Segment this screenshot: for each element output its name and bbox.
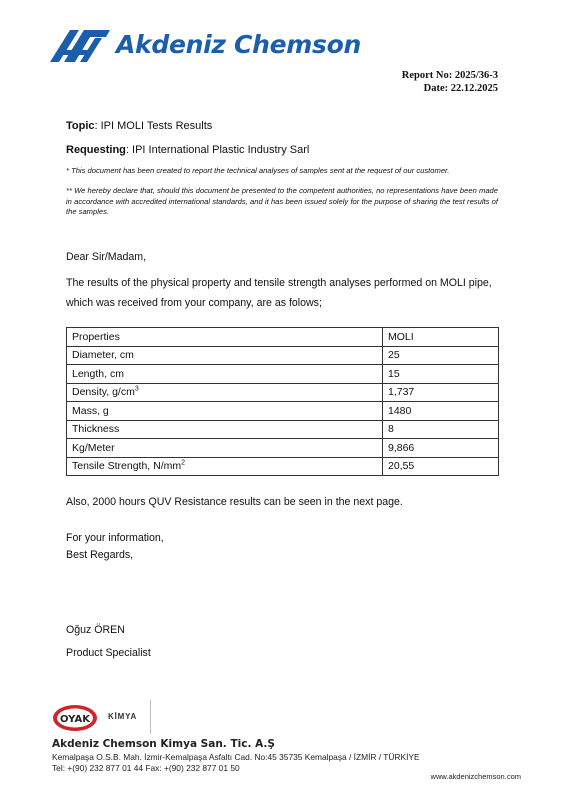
table-cell-property	[67, 383, 383, 402]
property-text: Length, cm	[72, 367, 124, 380]
salutation: Dear Sir/Madam,	[66, 251, 147, 263]
property-text: Kg/Meter	[72, 441, 115, 454]
property-text: Thickness	[72, 423, 120, 436]
table-row	[67, 402, 499, 421]
note-1: * This document has been created to report the technical analyses of samples sent at the request of our customer.	[66, 166, 450, 175]
table-cell-property	[67, 346, 383, 365]
footer-phone: Tel: +(90) 232 877 01 44 Fax: +(90) 232 877 01 50	[52, 763, 240, 773]
property-text: Density, g/cm	[72, 386, 135, 399]
table-row	[67, 439, 499, 458]
footer-website-link[interactable]: www.akdenizchemson.com	[430, 772, 521, 781]
table-cell-value: 1,737	[383, 383, 499, 402]
property-text: Tensile Strength, N/mm	[72, 460, 182, 473]
footer-address: Kemalpaşa O.S.B. Mah. İzmir-Kemalpaşa Asfaltı Cad. No:45 35735 Kemalpaşa / İZMİR / TÜRKİYE	[52, 752, 420, 762]
kimya-label: KİMYA	[108, 712, 138, 721]
oyak-logo-text: OYAK	[60, 714, 90, 725]
properties-table	[66, 327, 499, 476]
report-number: Report No: 2025/36-3	[401, 70, 498, 81]
table-cell-property	[67, 402, 383, 421]
report-date: Date: 22.12.2025	[423, 83, 498, 94]
table-header-property: Properties	[67, 328, 383, 347]
table-cell-value: 8	[383, 420, 499, 439]
footer-company-name: Akdeniz Chemson Kimya San. Tic. A.Ş	[52, 738, 275, 750]
table-cell-value: 15	[383, 365, 499, 384]
intro-line-1: The results of the physical property and tensile strength analyses performed on MOLI pipe,	[66, 277, 492, 289]
superscript: 2	[181, 459, 186, 467]
property-text: Mass, g	[72, 404, 109, 417]
table-header-value: MOLI	[383, 328, 499, 347]
table-row	[67, 346, 499, 365]
topic-value: : IPI MOLI Tests Results	[94, 120, 213, 132]
closing-1: For your information,	[66, 532, 164, 544]
akdeniz-chemson-logo-icon	[50, 26, 112, 64]
table-row	[67, 383, 499, 402]
intro-paragraph	[66, 273, 506, 313]
logo-wordmark: Akdeniz Chemson	[116, 30, 361, 59]
table-row	[67, 420, 499, 439]
table-cell-property	[67, 439, 383, 458]
superscript: 3	[134, 385, 139, 393]
requesting-value: : IPI International Plastic Industry Sarl	[125, 144, 310, 156]
property-text: Diameter, cm	[72, 349, 134, 362]
table-row	[67, 457, 499, 476]
table-cell-value: 20,55	[383, 457, 499, 476]
intro-line-2: which was received from your company, are as folows;	[66, 297, 322, 309]
properties-table-body	[67, 328, 499, 476]
note-2: ** We hereby declare that, should this document be presented to the competent authorities, no representations have been made in accordance with accredited international standards, and it has been issued solely for the purpose of sharing the test results of the samples.	[66, 186, 498, 216]
company-logo	[50, 26, 361, 66]
signer-name: Oğuz ÖREN	[66, 624, 125, 636]
requesting-line	[66, 144, 309, 156]
table-header-row	[67, 328, 499, 347]
report-meta	[402, 69, 498, 95]
requesting-label: Requesting	[66, 144, 126, 156]
table-cell-property	[67, 365, 383, 384]
table-cell-property	[67, 457, 383, 476]
footer-divider	[150, 700, 151, 734]
table-row	[67, 365, 499, 384]
qur-note: Also, 2000 hours QUV Resistance results can be seen in the next page.	[66, 496, 403, 508]
oyak-logo-icon	[52, 703, 98, 733]
table-cell-value: 1480	[383, 402, 499, 421]
signer-title: Product Specialist	[66, 647, 151, 659]
topic-label: Topic	[66, 120, 95, 132]
table-cell-value: 25	[383, 346, 499, 365]
closing-2: Best Regards,	[66, 549, 134, 561]
table-cell-value: 9,866	[383, 439, 499, 458]
table-cell-property	[67, 420, 383, 439]
topic-line	[66, 120, 212, 132]
